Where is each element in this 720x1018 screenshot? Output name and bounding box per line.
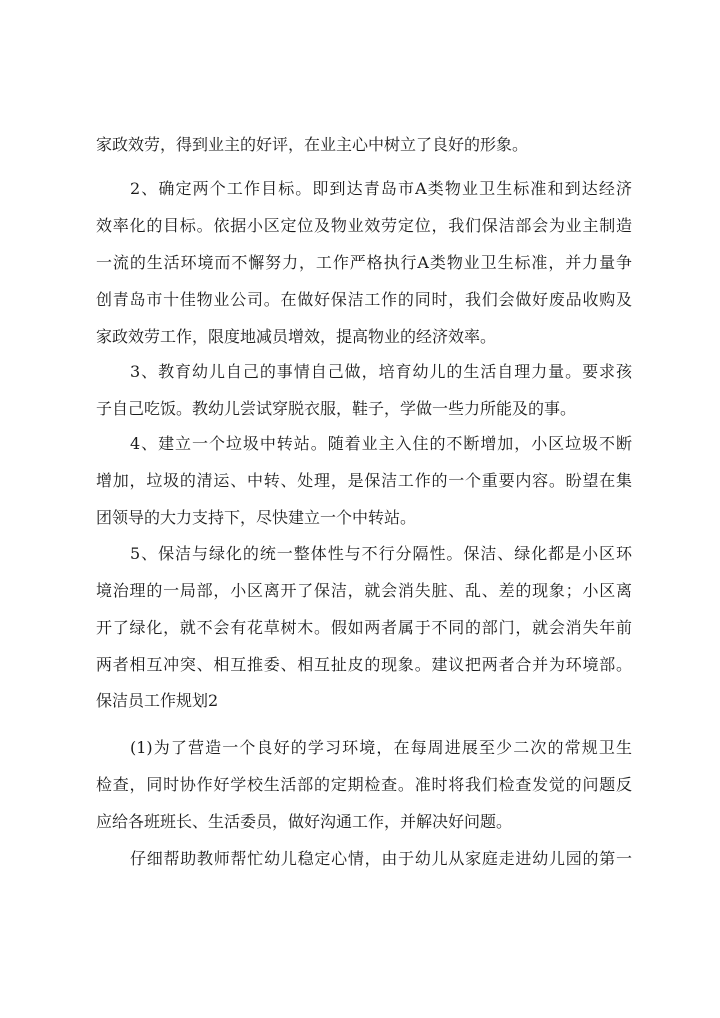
paragraph-7 [96, 840, 632, 877]
paragraph-3 [96, 353, 632, 427]
text-line: 子自己吃饭。教幼儿尝试穿脱衣服，鞋子，学做一些力所能及的事。 [96, 399, 577, 418]
section-title: 保洁员工作规划2 [96, 691, 219, 710]
paragraph-6 [96, 729, 632, 840]
paragraph-2 [96, 170, 632, 355]
text-line: 效率化的目标。依据小区定位及物业效劳定位，我们保洁部会为业主制造 [96, 216, 632, 235]
text-line: 2、确定两个工作目标。即到达青岛市A类物业卫生标准和到达经济 [130, 179, 632, 198]
text-line: 两者相互冲突、相互推委、相互扯皮的现象。建议把两者合并为环境部。 [96, 655, 632, 674]
text-line: 开了绿化，就不会有花草树木。假如两者属于不同的部门，就会消失年前 [96, 618, 632, 637]
text-line: 家政效劳，得到业主的好评，在业主心中树立了良好的形象。 [96, 135, 529, 154]
text-line: 一流的生活环境而不懈努力，工作严格执行A类物业卫生标准，并力量争 [96, 253, 632, 272]
text-line: 应给各班班长、生活委员，做好沟通工作，并解决好问题。 [96, 812, 513, 831]
text-line: 4、建立一个垃圾中转站。随着业主入住的不断增加，小区垃圾不断 [130, 434, 632, 453]
text-line: 创青岛市十佳物业公司。在做好保洁工作的同时，我们会做好废品收购及 [96, 290, 632, 309]
paragraph-5 [96, 535, 632, 683]
text-line: 家政效劳工作，限度地减员增效，提高物业的经济效率。 [96, 327, 497, 346]
text-line: 检查，同时协作好学校生活部的定期检查。准时将我们检查发觉的问题反 [96, 775, 632, 794]
text-line: 增加，垃圾的清运、中转、处理，是保洁工作的一个重要内容。盼望在集 [96, 471, 632, 490]
paragraph-1 [96, 126, 632, 163]
text-line: 境治理的一局部，小区离开了保洁，就会消失脏、乱、差的现象；小区离 [96, 581, 632, 600]
text-line: 团领导的大力支持下，尽快建立一个中转站。 [96, 508, 417, 527]
section-heading [96, 682, 632, 719]
paragraph-4 [96, 425, 632, 536]
text-line: 3、教育幼儿自己的事情自己做，培育幼儿的生活自理力量。要求孩 [130, 362, 632, 381]
text-line: 仔细帮助教师帮忙幼儿稳定心情，由于幼儿从家庭走进幼儿园的第一 [130, 849, 632, 868]
text-line: (1)为了营造一个良好的学习环境，在每周进展至少二次的常规卫生 [130, 738, 632, 757]
text-line: 5、保洁与绿化的统一整体性与不行分隔性。保洁、绿化都是小区环 [130, 544, 632, 563]
